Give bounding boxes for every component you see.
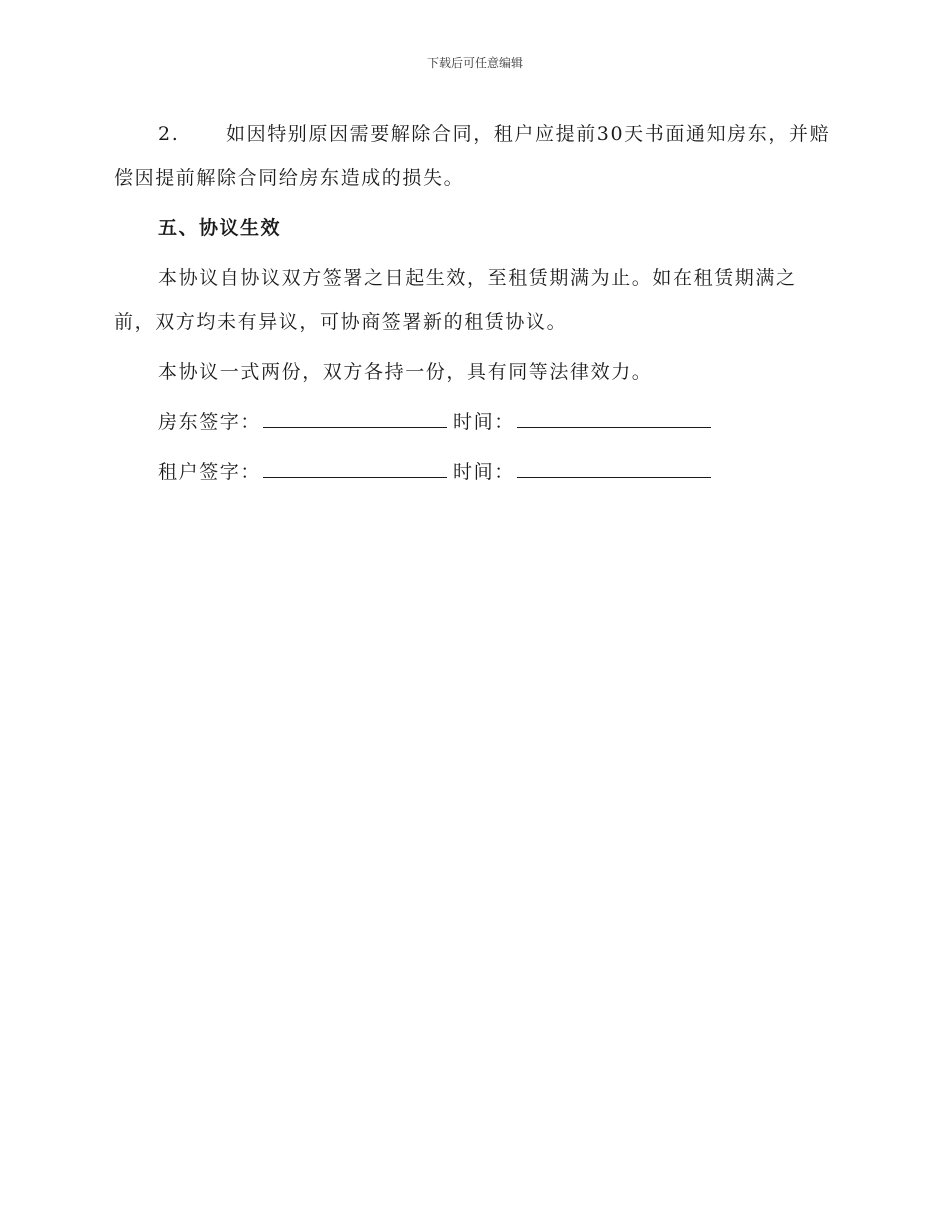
tenant-time-label: 时间：	[453, 461, 515, 483]
tenant-signature-row	[114, 450, 834, 494]
clause-number: 2.	[158, 123, 180, 145]
paragraph-effective: 本协议自协议双方签署之日起生效，至租赁期满为止。如在租赁期满之前，双方均未有异议，可协商签署新的租赁协议。	[114, 267, 797, 333]
section-heading: 五、协议生效	[158, 217, 282, 239]
tenant-signature-line	[263, 457, 447, 478]
landlord-signature-row	[114, 400, 834, 444]
tenant-time-line	[517, 457, 711, 478]
paragraph-copies: 本协议一式两份，双方各持一份，具有同等法律效力。	[158, 361, 653, 383]
clause-text: 如因特别原因需要解除合同，租户应提前30天书面通知房东，并赔偿因提前解除合同给房东造成的损失。	[114, 123, 831, 189]
tenant-signature-label: 租户签字：	[158, 461, 262, 483]
landlord-time-label: 时间：	[453, 411, 515, 433]
header-note: 下载后可任意编辑	[426, 56, 523, 70]
landlord-signature-line	[263, 407, 447, 428]
clause-item-2	[114, 112, 834, 200]
landlord-signature-label: 房东签字：	[158, 411, 262, 433]
document-body	[114, 112, 834, 500]
landlord-time-line	[517, 407, 711, 428]
